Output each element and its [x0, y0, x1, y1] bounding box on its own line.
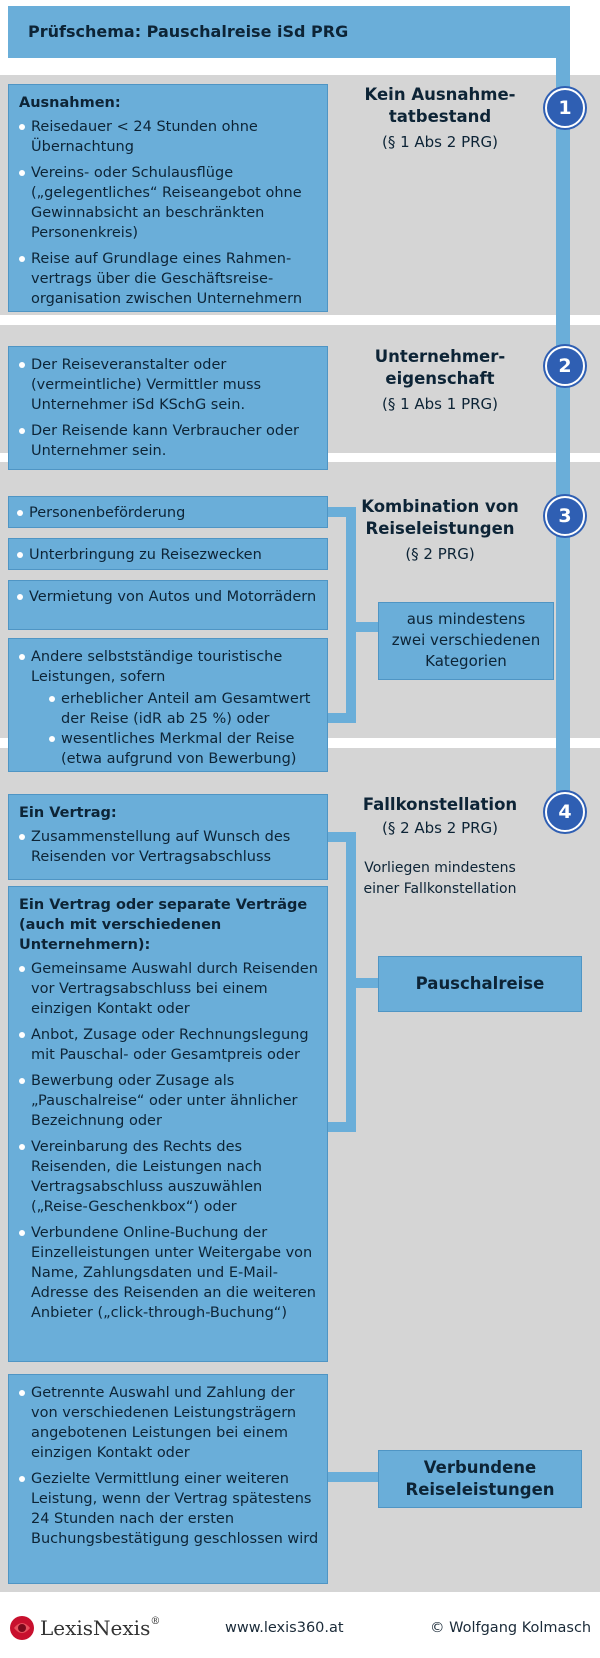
- page-title: Prüfschema: Pauschalreise iSd PRG: [28, 22, 349, 41]
- list-item: Bewerbung oder Zusage als „Pauschalreise“ oder unter ähnlicher Bezeichnung oder: [19, 1071, 319, 1131]
- flow-line: [556, 6, 570, 71]
- sub-list-item: erheblicher Anteil am Gesamtwert der Reise (idR ab 25 %) oder: [49, 689, 319, 729]
- step-badge-1: 1: [545, 88, 585, 128]
- connector-line: [328, 1472, 380, 1482]
- categories-box: aus mindestens zwei verschiedenen Kategorien: [378, 602, 554, 680]
- list-item: Zusammenstellung auf Wunsch des Reisenden vor Vertragsabschluss: [19, 827, 319, 867]
- connector-line: [356, 978, 380, 988]
- list-item: Der Reisende kann Verbraucher oder Unternehmer sein.: [19, 421, 319, 461]
- entrepreneur-box: [8, 346, 328, 470]
- single-contract-box: [8, 794, 328, 880]
- step-1-title: Kein Ausnahme- tatbestand: [364, 85, 516, 126]
- list-item: Getrennte Auswahl und Zahlung der von verschiedenen Leistungsträgern angebotenen Leistungen bei einem einzigen Kontakt oder: [19, 1383, 319, 1463]
- connector-line: [328, 1122, 356, 1132]
- step-4-title: Fallkonstellation: [362, 795, 518, 814]
- footer-copyright: © Wolfgang Kolmasch: [430, 1620, 592, 1636]
- single-contract-heading: Ein Vertrag:: [19, 805, 117, 821]
- category-box-rental: Vermietung von Autos und Motorrädern: [8, 580, 328, 630]
- connector-line: [346, 832, 356, 1132]
- separate-contracts-box: [8, 886, 328, 1362]
- list-item: Gemeinsame Auswahl durch Reisenden vor Vertragsabschluss bei einem einzigen Kontakt oder: [19, 959, 319, 1019]
- connector-line: [346, 507, 356, 723]
- connector-line: [356, 622, 380, 632]
- list-item: Reise auf Grundlage eines Rahmenvertrags über die Geschäftsreiseorganisation zwischen Unternehmern: [19, 249, 319, 309]
- step-3-title: Kombination von Reiseleistungen: [361, 497, 519, 538]
- list-item: Reisedauer < 24 Stunden ohne Übernachtung: [19, 117, 319, 157]
- step-2-title: Unternehmer- eigenschaft: [374, 347, 506, 388]
- list-item: Vereinbarung des Rechts des Reisenden, die Leistungen nach Vertragsabschluss auszuwählen („Reise-Geschenkbox“) oder: [19, 1137, 319, 1217]
- list-item: Verbundene Online-Buchung der Einzelleistungen unter Weitergabe von Name, Zahlungsdaten und E-Mail-Adresse des Reisenden an die weiteren Anbieter („click-through-Buchung“): [19, 1223, 319, 1323]
- footer: [0, 1600, 600, 1658]
- list-item: Andere selbstständige touristische Leistungen, sofern: [19, 647, 319, 687]
- linked-services-box: [8, 1374, 328, 1584]
- footer-url[interactable]: www.lexis360.at: [225, 1620, 344, 1636]
- connector-line: [328, 713, 356, 723]
- sub-list-item: wesentliches Merkmal der Reise (etwa aufgrund von Bewerbung): [49, 729, 319, 769]
- separate-contracts-heading: Ein Vertrag oder separate Verträge (auch mit verschiedenen Unternehmern):: [19, 897, 308, 953]
- category-box-accommodation: Unterbringung zu Reisezwecken: [8, 538, 328, 570]
- step-4-subtitle: (§ 2 Abs 2 PRG): [381, 819, 499, 837]
- logo-text: LexisNexis®: [40, 1616, 161, 1640]
- step-3-subtitle: (§ 2 PRG): [405, 545, 475, 563]
- category-box-other: [8, 638, 328, 772]
- list-item: Der Reiseveranstalter oder (vermeintliche) Vermittler muss Unternehmer iSd KSchG sein.: [19, 355, 319, 415]
- category-box-transport: Personenbeförderung: [8, 496, 328, 528]
- lexisnexis-logo-icon: [8, 1614, 36, 1642]
- step-2-subtitle: (§ 1 Abs 1 PRG): [381, 395, 499, 413]
- exceptions-heading: Ausnahmen:: [19, 95, 121, 111]
- list-item: Gezielte Vermittlung einer weiteren Leistung, wenn der Vertrag spätestens 24 Stunden nach der ersten Buchungsbestätigung geschlossen wird: [19, 1469, 319, 1549]
- list-item: Anbot, Zusage oder Rechnungslegung mit Pauschal- oder Gesamtpreis oder: [19, 1025, 319, 1065]
- result-linked-travel: Verbundene Reiseleistungen: [378, 1450, 582, 1508]
- step-badge-3: 3: [545, 496, 585, 536]
- step-4-note: Vorliegen mindestens einer Fallkonstellation: [363, 860, 517, 897]
- result-package-travel: Pauschalreise: [378, 956, 582, 1012]
- exceptions-box: [8, 84, 328, 312]
- step-badge-4: 4: [545, 792, 585, 832]
- flow-line: [556, 70, 570, 800]
- step-1-subtitle: (§ 1 Abs 2 PRG): [381, 133, 499, 151]
- list-item: Vereins- oder Schulausflüge („gelegentliches“ Reiseangebot ohne Gewinnabsicht an beschränkten Personenkreis): [19, 163, 319, 243]
- step-badge-2: 2: [545, 346, 585, 386]
